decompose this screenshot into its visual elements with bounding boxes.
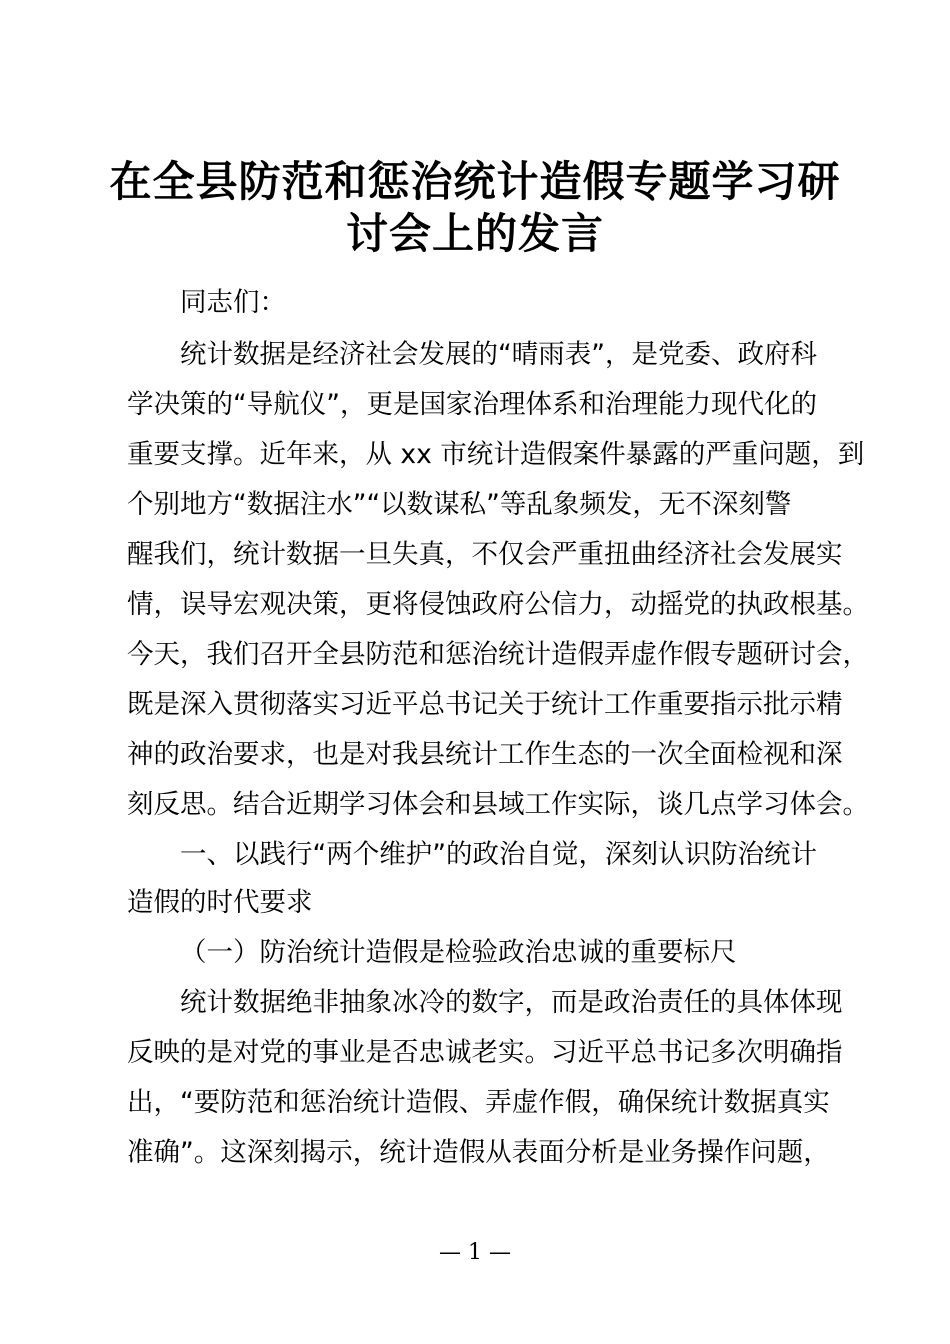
body-line: 今天，我们召开全县防范和惩治统计造假弄虚作假专题研讨会，	[127, 639, 869, 670]
section-heading-line: 一、以践行“两个维护”的政治自觉，深刻认识防治统计	[180, 839, 817, 870]
section-heading-line: 造假的时代要求	[127, 887, 313, 918]
body-line: 反映的是对党的事业是否忠诚老实。习近平总书记多次明确指	[127, 1037, 843, 1068]
body-line: 神的政治要求，也是对我县统计工作生态的一次全面检视和深	[127, 739, 843, 770]
body-line: 学决策的“导航仪”，更是国家治理体系和治理能力现代化的	[127, 389, 817, 420]
page-number: — 1 —	[439, 1240, 511, 1265]
body-line: 出，“要防范和惩治统计造假、弄虚作假，确保统计数据真实	[127, 1087, 830, 1118]
document-title-line-2: 讨会上的发言	[345, 209, 604, 258]
body-line: 个别地方“数据注水”“以数谋私”等乱象频发，无不深刻警	[127, 489, 792, 520]
body-line: 统计数据是经济社会发展的“晴雨表”，是党委、政府科	[180, 339, 817, 370]
salutation: 同志们：	[180, 287, 286, 318]
document-title-line-1: 在全县防范和惩治统计造假专题学习研	[109, 157, 841, 206]
subsection-heading: （一）防治统计造假是检验政治忠诚的重要标尺	[180, 937, 737, 968]
body-line: 刻反思。结合近期学习体会和县域工作实际，谈几点学习体会。	[127, 789, 869, 820]
body-line: 准确”。这深刻揭示，统计造假从表面分析是业务操作问题，	[127, 1137, 830, 1168]
body-line: 醒我们，统计数据一旦失真，不仅会严重扭曲经济社会发展实	[127, 539, 843, 570]
body-line: 情，误导宏观决策，更将侵蚀政府公信力，动摇党的执政根基。	[127, 589, 869, 620]
body-line: 既是深入贯彻落实习近平总书记关于统计工作重要指示批示精	[127, 689, 843, 720]
body-line: 统计数据绝非抽象冰冷的数字，而是政治责任的具体体现	[180, 987, 843, 1018]
body-line: 重要支撑。近年来，从 xx 市统计造假案件暴露的严重问题，到	[127, 439, 865, 470]
